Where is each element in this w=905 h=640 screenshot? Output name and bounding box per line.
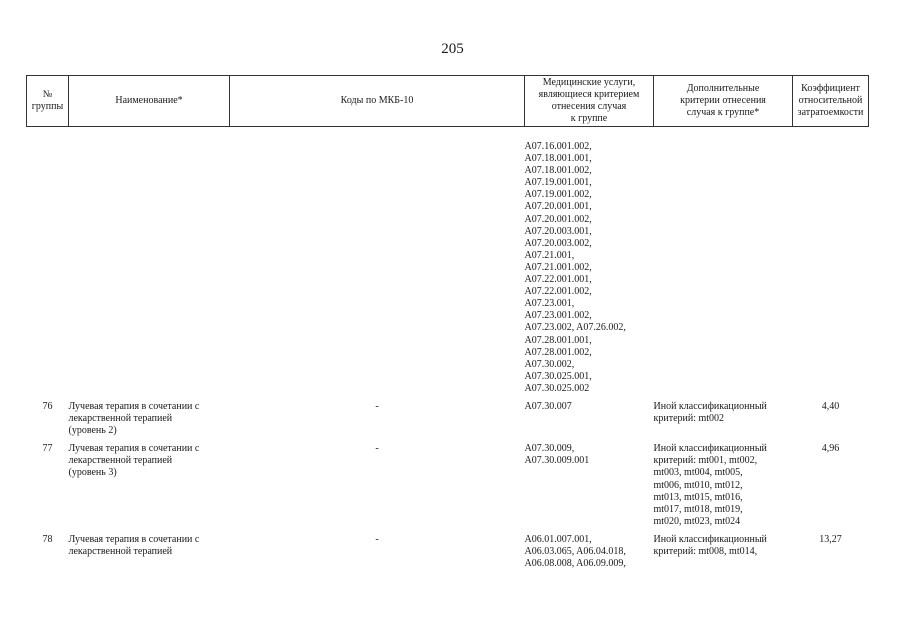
service-code: A07.30.009,: [524, 443, 575, 455]
header-line: группы: [31, 101, 64, 112]
service-code: A06.08.008, A06.09.009,: [524, 558, 626, 570]
service-code: A06.03.065, A06.04.018,: [524, 546, 626, 557]
name-line: (уровень 3): [68, 467, 117, 479]
cell-name: [69, 401, 230, 437]
service-code: A07.30.007: [524, 400, 572, 412]
service-code: A07.23.001,: [524, 298, 575, 310]
header-line: затратоемкости: [797, 107, 864, 119]
cell-additional-criteria: [654, 443, 793, 528]
header-cost-coefficient: [793, 76, 869, 127]
header-line: отнесения случая: [551, 101, 627, 112]
service-code: A07.30.025.002: [524, 382, 590, 394]
header-line: критерии отнесения: [680, 94, 766, 106]
table-row-group-78: [27, 534, 869, 570]
cell-cost-coefficient: 4,96: [821, 443, 840, 455]
service-code: A07.28.001.002,: [524, 346, 592, 358]
criteria-line: mt013, mt015, mt016,: [653, 491, 743, 503]
name-line: Лучевая терапия в сочетании с: [68, 400, 200, 412]
criteria-line: Иной классификационный: [653, 533, 767, 545]
header-line: к группе: [570, 113, 608, 125]
criteria-line: mt017, mt018, mt019,: [653, 503, 743, 515]
header-line: Медицинские услуги,: [542, 76, 636, 88]
service-code: A07.20.003.002,: [524, 237, 592, 249]
service-code: A07.30.002,: [524, 358, 575, 370]
cell-medical-services: [525, 443, 654, 528]
table-row-group-77: [27, 443, 869, 528]
cell-group-number: 77: [42, 443, 53, 455]
header-line: №: [42, 88, 53, 100]
header-line: Наименование*: [115, 94, 183, 106]
page-number: 205: [441, 41, 464, 57]
cell-group-number: 78: [42, 533, 53, 545]
name-line: лекарственной терапией: [68, 413, 173, 425]
service-code: A07.22.001.002,: [524, 286, 592, 298]
cell-medical-services: [525, 141, 654, 395]
criteria-line: Иной классификационный: [653, 443, 767, 455]
tariff-groups-table: [26, 75, 869, 570]
criteria-line: mt006, mt010, mt012,: [653, 479, 743, 491]
name-line: лекарственной терапией: [68, 455, 173, 467]
cell-additional-criteria: [654, 141, 793, 395]
service-code: A07.20.001.001,: [524, 201, 592, 213]
cell-additional-criteria: [654, 534, 793, 570]
service-code: A07.18.001.002,: [524, 165, 592, 177]
cell-name: [69, 141, 230, 395]
cell-group-number: 76: [42, 400, 53, 412]
name-line: Лучевая терапия в сочетании с: [68, 443, 200, 455]
name-line: (уровень 2): [68, 425, 117, 437]
header-additional-criteria: [654, 76, 793, 127]
cell-cost-coefficient: 4,40: [821, 400, 840, 412]
table-row-continuation: [27, 141, 869, 395]
cell-mkb-codes: -: [375, 400, 379, 412]
service-code: A07.18.001.001,: [524, 153, 592, 165]
criteria-line: критерий: mt001, mt002,: [653, 455, 758, 467]
header-line: Коэффициент: [801, 82, 860, 94]
header-line: Дополнительные: [686, 82, 760, 94]
service-code: A07.16.001.002,: [524, 141, 592, 152]
service-code: A07.23.001.002,: [524, 310, 592, 322]
criteria-line: критерий: mt008, mt014,: [653, 546, 758, 557]
service-code: A07.20.003.001,: [524, 225, 592, 237]
header-name: [69, 76, 230, 127]
cell-mkb-codes: -: [375, 533, 379, 545]
header-group-number: [27, 76, 69, 127]
service-code: A07.19.001.002,: [524, 189, 592, 201]
criteria-line: Иной классификационный: [653, 400, 767, 412]
criteria-line: mt020, mt023, mt024: [653, 515, 741, 527]
service-code: A07.23.002, A07.26.002,: [524, 322, 626, 334]
cell-group-number: [27, 141, 69, 395]
cell-additional-criteria: [654, 401, 793, 437]
cell-cost-coefficient: [793, 141, 869, 395]
table-header: [27, 76, 869, 127]
table-row-group-76: [27, 401, 869, 437]
service-code: A07.22.001.001,: [524, 274, 592, 286]
cell-mkb-codes: [230, 141, 525, 395]
header-line: относительной: [798, 94, 863, 106]
cell-name: [69, 443, 230, 528]
service-code: A07.30.009.001: [524, 455, 590, 467]
cell-medical-services: [525, 534, 654, 570]
name-line: Лучевая терапия в сочетании с: [68, 533, 200, 545]
cell-medical-services: [525, 401, 654, 437]
cell-cost-coefficient: 13,27: [819, 533, 842, 545]
cell-name: [69, 534, 230, 570]
service-code: A07.19.001.001,: [524, 177, 592, 189]
cell-mkb-codes: -: [375, 443, 379, 455]
header-medical-services: [525, 76, 654, 127]
service-code: A07.21.001.002,: [524, 261, 592, 273]
criteria-line: mt003, mt004, mt005,: [653, 467, 743, 479]
service-code: A06.01.007.001,: [524, 533, 592, 545]
header-mkb-codes: [230, 76, 525, 127]
criteria-line: критерий: mt002: [653, 413, 725, 425]
service-code: A07.30.025.001,: [524, 370, 592, 382]
header-line: Коды по МКБ-10: [340, 94, 414, 106]
name-line: лекарственной терапией: [68, 546, 173, 557]
header-line: являющиеся критерием: [538, 88, 640, 100]
header-line: случая к группе*: [686, 107, 760, 119]
service-code: A07.20.001.002,: [524, 213, 592, 225]
service-code: A07.21.001,: [524, 249, 575, 261]
service-code: A07.28.001.001,: [524, 334, 592, 346]
